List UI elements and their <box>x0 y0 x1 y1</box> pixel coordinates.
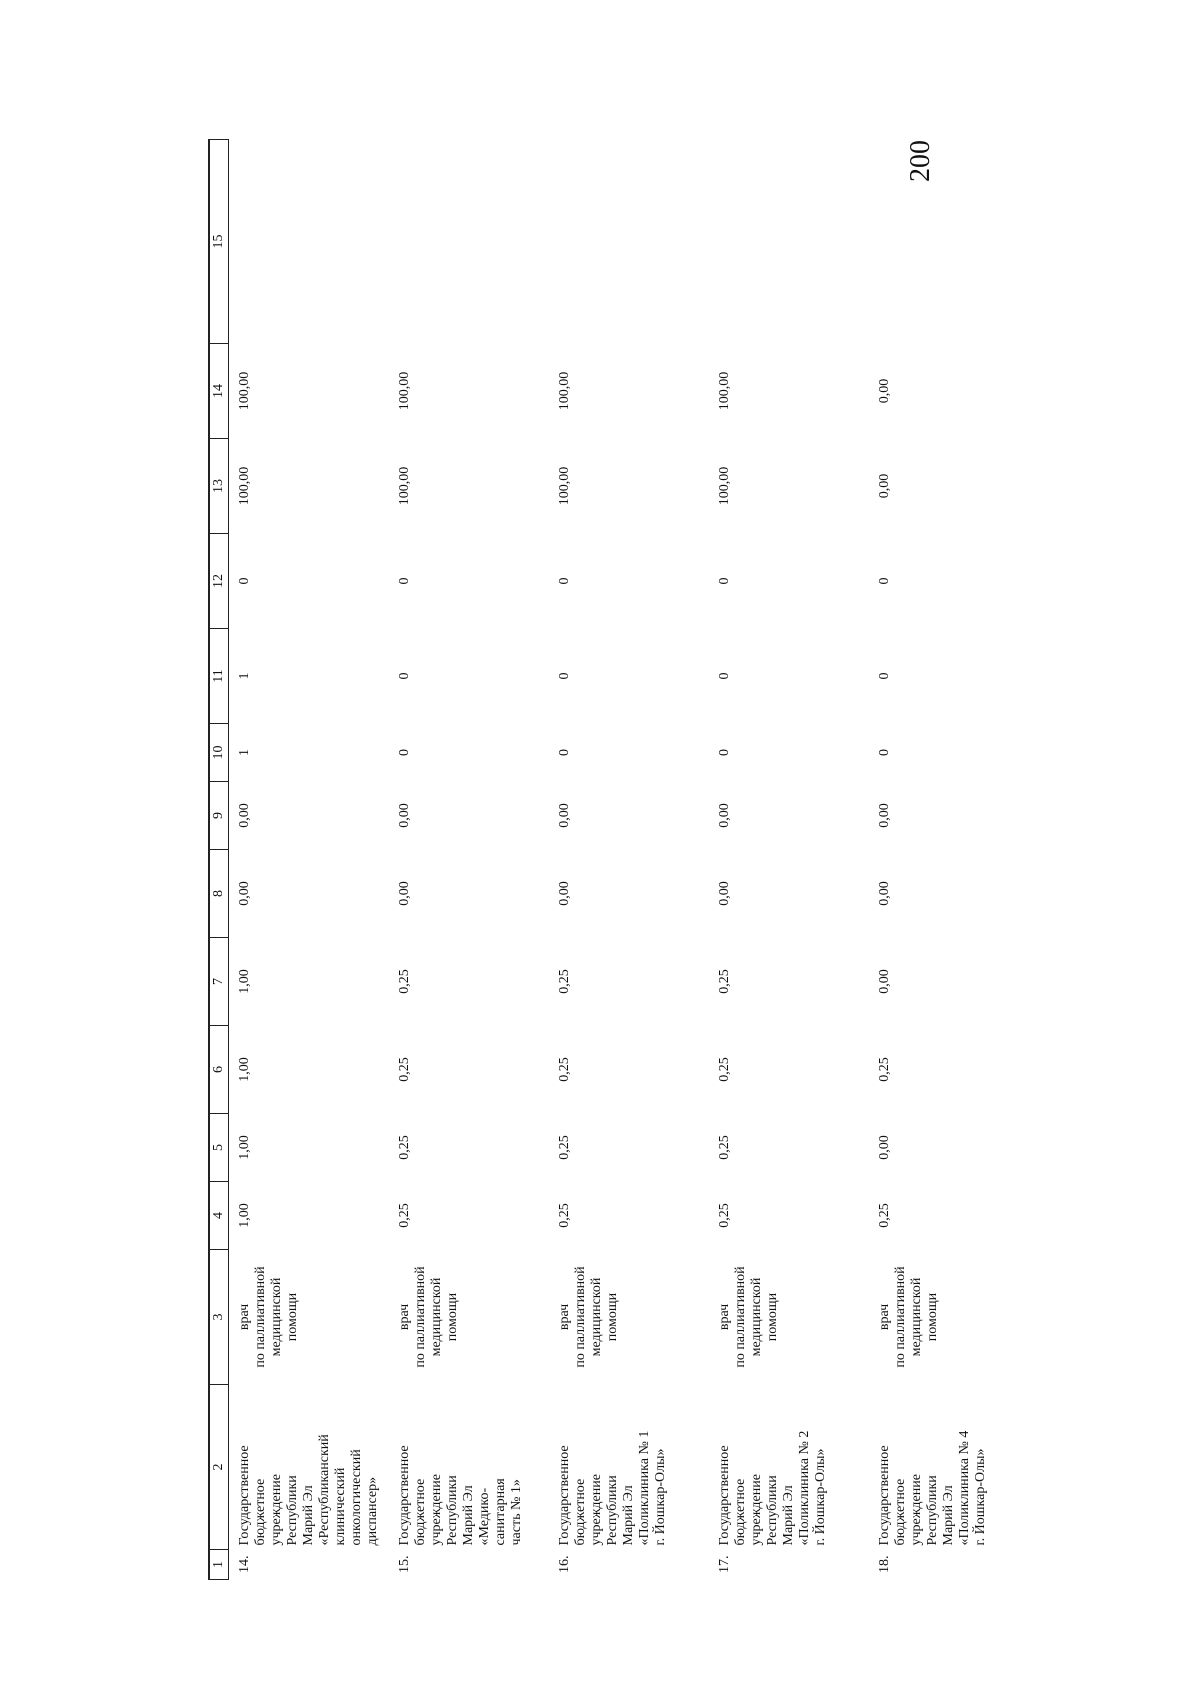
cell-org: Государственное бюджетное учреждение Республики Марий Эл «Республиканский клинический онкологический диспансер» <box>237 1434 380 1546</box>
cell-c13: 100,00 <box>237 466 252 506</box>
cell-doctor: врач по паллиативной медицинской помощи <box>237 1266 300 1368</box>
table-row <box>549 140 709 1580</box>
column-header-9: 9 <box>209 782 229 850</box>
cell-c8: 0,00 <box>396 881 412 906</box>
cell-c15 <box>229 140 389 344</box>
table-row <box>709 140 869 1580</box>
cell-c12: 0 <box>556 577 572 585</box>
cell-c11: 0 <box>716 672 732 680</box>
cell-c10: 1 <box>237 749 252 756</box>
cell-num: 17. <box>716 1555 732 1573</box>
cell-c6: 1,00 <box>237 1057 252 1082</box>
column-header-6: 6 <box>209 1026 229 1114</box>
column-header-8: 8 <box>209 850 229 938</box>
cell-c10: 0 <box>396 749 412 756</box>
cell-org: Государственное бюджетное учреждение Республики Марий Эл «Поликлиника № 1 г. Йошкар-Олы» <box>556 1430 668 1546</box>
cell-c6: 0,25 <box>556 1057 572 1082</box>
cell-c13: 100,00 <box>716 466 732 506</box>
column-header-3: 3 <box>209 1250 229 1385</box>
column-header-11: 11 <box>209 629 229 724</box>
cell-c5: 1,00 <box>237 1135 252 1160</box>
cell-org: Государственное бюджетное учреждение Республики Марий Эл «Поликлиника № 2 г. Йошкар-Олы» <box>716 1430 828 1546</box>
cell-c14: 0,00 <box>876 378 892 404</box>
cell-c8: 0,00 <box>876 881 892 906</box>
cell-c9: 0,00 <box>237 803 252 828</box>
cell-c4: 0,25 <box>716 1203 732 1228</box>
cell-c14: 100,00 <box>716 371 732 411</box>
cell-num: 14. <box>237 1555 252 1573</box>
table-header <box>209 140 229 1580</box>
cell-c13: 100,00 <box>556 466 572 506</box>
cell-c5: 0,25 <box>396 1135 412 1160</box>
cell-c15 <box>869 140 1029 344</box>
cell-c12: 0 <box>716 577 732 585</box>
cell-c4: 0,25 <box>876 1203 892 1228</box>
column-header-10: 10 <box>209 724 229 782</box>
cell-c14: 100,00 <box>237 371 252 411</box>
cell-c15 <box>709 140 869 344</box>
cell-c5: 0,25 <box>716 1135 732 1160</box>
data-table <box>208 139 1029 1580</box>
cell-c5: 0,00 <box>876 1135 892 1160</box>
table-body <box>229 140 1029 1580</box>
cell-c14: 100,00 <box>556 371 572 411</box>
column-header-2: 2 <box>209 1385 229 1550</box>
table-row <box>389 140 549 1580</box>
column-header-7: 7 <box>209 938 229 1026</box>
cell-c12: 0 <box>876 577 892 585</box>
rotated-table-container <box>208 140 1088 1580</box>
page-number: 200 <box>905 140 936 182</box>
cell-org: Государственное бюджетное учреждение Республики Марий Эл «Медико- санитарная часть № 1» <box>396 1445 524 1546</box>
cell-c10: 0 <box>716 749 732 756</box>
cell-c13: 0,00 <box>876 473 892 499</box>
cell-c7: 0,25 <box>556 969 572 994</box>
cell-c11: 0 <box>876 672 892 680</box>
cell-c8: 0,00 <box>716 881 732 906</box>
cell-num: 18. <box>876 1555 892 1573</box>
cell-c10: 0 <box>876 749 892 756</box>
header-row <box>209 140 229 1580</box>
cell-num: 15. <box>396 1555 412 1573</box>
cell-c10: 0 <box>556 749 572 756</box>
cell-c12: 0 <box>237 577 252 585</box>
cell-c7: 0,25 <box>716 969 732 994</box>
cell-c15 <box>389 140 549 344</box>
table-row <box>229 140 389 1580</box>
cell-c8: 0,00 <box>237 881 252 906</box>
cell-c5: 0,25 <box>556 1135 572 1160</box>
cell-c4: 1,00 <box>237 1203 252 1228</box>
cell-num: 16. <box>556 1555 572 1573</box>
column-header-5: 5 <box>209 1114 229 1182</box>
cell-org: Государственное бюджетное учреждение Республики Марий Эл «Поликлиника № 4 г. Йошкар-Олы» <box>876 1430 988 1546</box>
cell-c11: 0 <box>556 672 572 680</box>
column-header-14: 14 <box>209 344 229 439</box>
cell-doctor: врач по паллиативной медицинской помощи <box>396 1266 460 1368</box>
cell-c13: 100,00 <box>396 466 412 506</box>
cell-c15 <box>549 140 709 344</box>
cell-c7: 0,00 <box>876 969 892 994</box>
cell-c11: 0 <box>396 672 412 680</box>
cell-c9: 0,00 <box>876 803 892 828</box>
cell-c7: 1,00 <box>237 969 252 994</box>
cell-c9: 0,00 <box>396 803 412 828</box>
cell-c12: 0 <box>396 577 412 585</box>
cell-doctor: врач по паллиативной медицинской помощи <box>556 1266 620 1368</box>
column-header-1: 1 <box>209 1550 229 1580</box>
cell-doctor: врач по паллиативной медицинской помощи <box>716 1266 780 1368</box>
column-header-15: 15 <box>209 140 229 344</box>
cell-c6: 0,25 <box>716 1057 732 1082</box>
cell-c4: 0,25 <box>556 1203 572 1228</box>
cell-c6: 0,25 <box>396 1057 412 1082</box>
cell-c7: 0,25 <box>396 969 412 994</box>
cell-c11: 1 <box>237 672 252 680</box>
column-header-4: 4 <box>209 1182 229 1250</box>
cell-c8: 0,00 <box>556 881 572 906</box>
cell-c9: 0,00 <box>716 803 732 828</box>
cell-c9: 0,00 <box>556 803 572 828</box>
column-header-13: 13 <box>209 439 229 534</box>
cell-c14: 100,00 <box>396 371 412 411</box>
table-row <box>869 140 1029 1580</box>
cell-c6: 0,25 <box>876 1057 892 1082</box>
column-header-12: 12 <box>209 534 229 629</box>
cell-doctor: врач по паллиативной медицинской помощи <box>876 1266 940 1368</box>
cell-c4: 0,25 <box>396 1203 412 1228</box>
